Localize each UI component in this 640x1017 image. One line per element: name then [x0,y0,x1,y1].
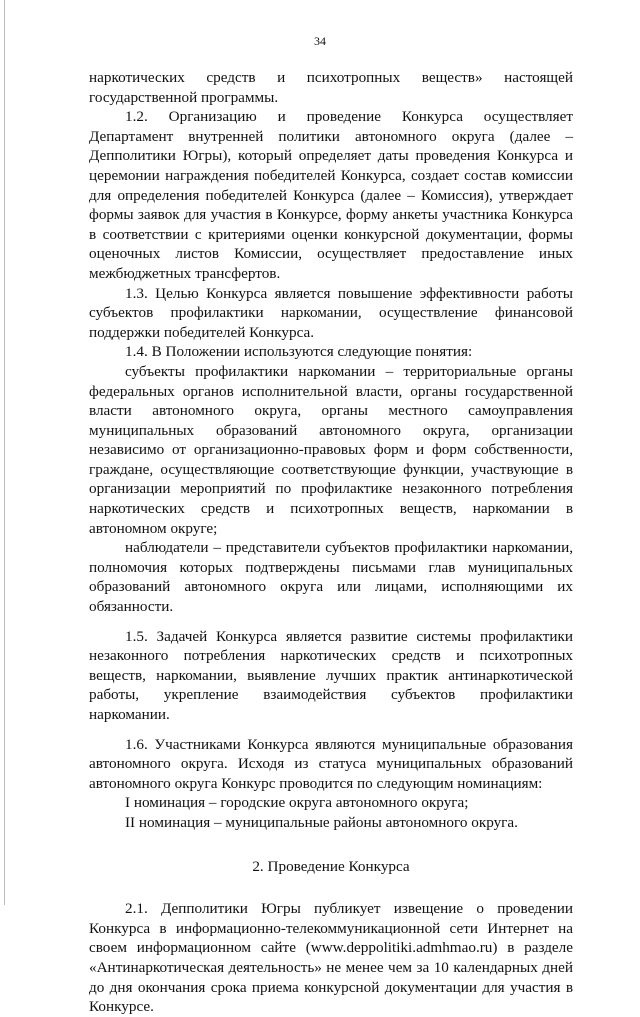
paragraph-continuation: наркотических средств и психотропных веществ» настоящей государственной программы. [89,69,573,106]
nomination-1: I номинация – городские округа автономного округа; [125,794,469,812]
nomination-2: II номинация – муниципальные районы автономного округа. [125,813,518,831]
section-title: 2. Проведение Конкурса [252,857,410,875]
document-body [89,68,573,1017]
paragraph-2-1: 2.1. Депполитики Югры публикует извещение о проведении Конкурса в информационно-телекоммуникационной сети Интернет на своем информационном сайте (www.deppolitiki.admhmao.ru) в разделе «Антинаркотическая деятельность» не менее чем за 10 календарных дней до дня окончания срока приема конкурсной документации для участия в Конкурсе. [89,900,573,1016]
definition-observers: наблюдатели – представители субъектов профилактики наркомании, полномочия которых подтверждены письмами глав муниципальных образований автономного округа или лицами, исполняющими их обязанности. [89,539,573,616]
paragraph-1-2: 1.2. Организацию и проведение Конкурса осуществляет Департамент внутренней политики автономного округа (далее – Депполитики Югры), который определяет даты проведения Конкурса и церемонии награждения победителей Конкурса, создает состав комиссии для определения победителей Конкурса (далее – Комиссия), утверждает формы заявок для участия в Конкурсе, форму анкеты участника Конкурса в соответствии с критериями оценки конкурсной документации, формы оценочных листов Комиссии, осуществляет предоставление иных межбюджетных трансфертов. [89,108,573,282]
paragraph-1-3: 1.3. Целью Конкурса является повышение эффективности работы субъектов профилактики наркомании, осуществление финансовой поддержки победителей Конкурса. [89,284,573,341]
paragraph-1-4: 1.4. В Положении используются следующие понятия: [125,343,473,361]
page-number: 34 [314,34,326,48]
scan-edge-line [4,0,5,905]
paragraph-1-5: 1.5. Задачей Конкурса является развитие системы профилактики незаконного потребления наркотических средств и психотропных веществ, наркомании, выявление лучших практик антинаркотической работы, укрепление взаимодействия субъектов профилактики наркомании. [89,627,573,723]
paragraph-1-6: 1.6. Участниками Конкурса являются муниципальные образования автономного округа. Исходя из статуса муниципальных образований автономного округа Конкурс проводится по следующим номинациям: [89,735,573,792]
definition-subjects: субъекты профилактики наркомании – территориальные органы федеральных органов исполнительной власти, органы государственной власти автономного округа, органы местного самоуправления муниципальных образований автономного округа, организации независимо от организационно-правовых форм и форм собственности, граждане, осуществляющие соответствующие функции, участвующие в организации мероприятий по профилактике незаконного потребления наркотических средств и психотропных веществ, наркомании в автономном округе; [89,362,573,537]
